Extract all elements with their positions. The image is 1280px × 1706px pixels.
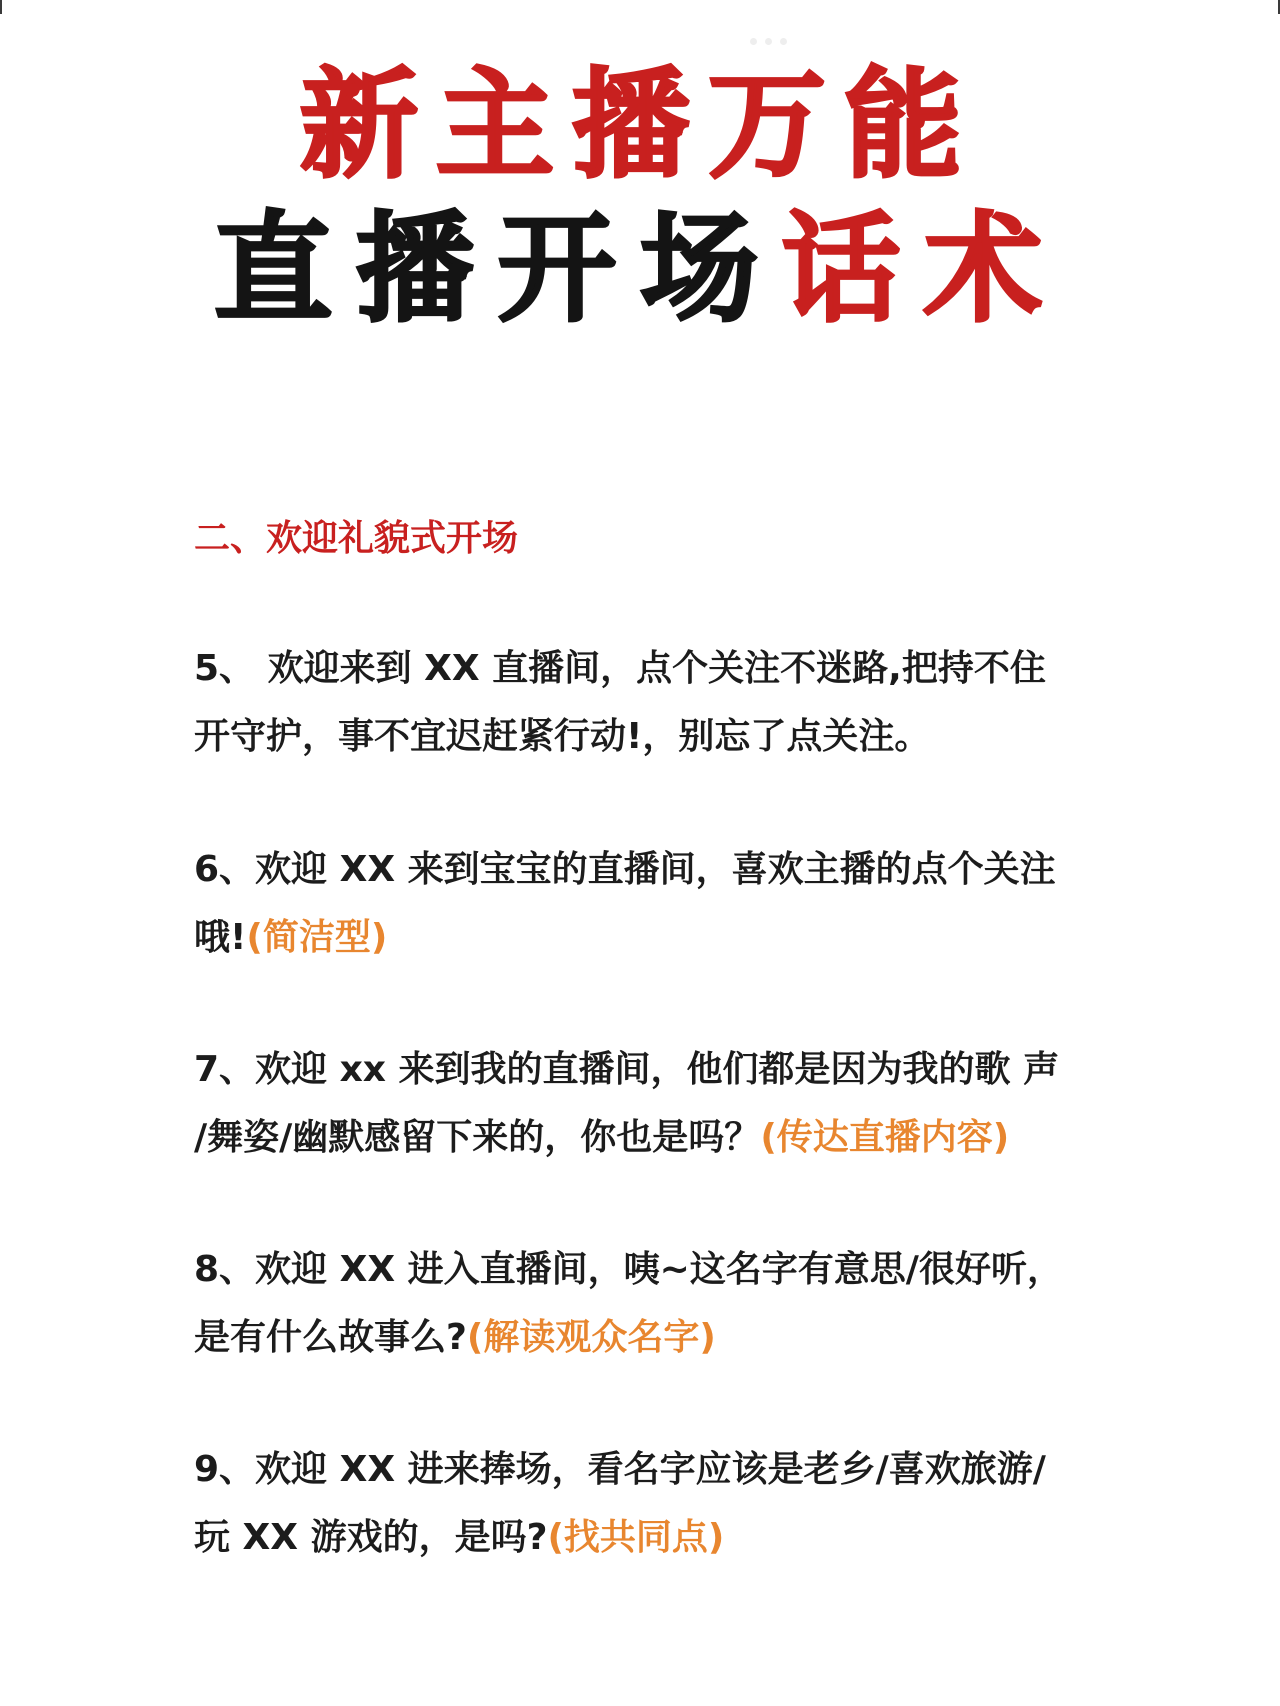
item-note: (简洁型) [246, 917, 388, 958]
item-note: (解读观众名字) [466, 1317, 716, 1358]
item-line [194, 1304, 1094, 1372]
list-item [194, 1436, 1094, 1572]
page-dot [780, 38, 787, 45]
list-item [194, 1036, 1094, 1172]
list-item [194, 635, 1094, 771]
item-note: (找共同点) [547, 1517, 725, 1558]
page-dot [750, 38, 757, 45]
list-item [194, 1236, 1094, 1372]
item-text: 开守护，事不宜迟赶紧行动!，别忘了点关注。 [194, 716, 931, 757]
item-note: (传达直播内容) [760, 1117, 1010, 1158]
item-line [194, 904, 1094, 972]
title-line-2-black: 直播开场 [213, 200, 782, 338]
item-line: 9、欢迎 XX 进来捧场，看名字应该是老乡/喜欢旅游/ [194, 1449, 1046, 1490]
item-line: 5、 欢迎来到 XX 直播间，点个关注不迷路,把持不住 [194, 648, 1046, 689]
page-dot [765, 38, 772, 45]
item-line: 7、欢迎 xx 来到我的直播间，他们都是因为我的歌 声 [194, 1049, 1060, 1090]
title-line-2 [0, 200, 1280, 338]
item-line: 8、欢迎 XX 进入直播间，咦~这名字有意思/很好听， [194, 1249, 1063, 1290]
item-text: 玩 XX 游戏的，是吗? [194, 1517, 548, 1558]
section-heading: 二、欢迎礼貌式开场 [194, 518, 519, 559]
item-text: /舞姿/幽默感留下来的，你也是吗？ [194, 1117, 761, 1158]
item-line [194, 703, 1094, 771]
page-indicator [750, 38, 787, 45]
item-line: 6、欢迎 XX 来到宝宝的直播间，喜欢主播的点个关注 [194, 849, 1056, 890]
title-line-2-red: 话术 [782, 200, 1067, 338]
list-item [194, 836, 1094, 972]
item-line [194, 1504, 1094, 1572]
item-text: 哦! [194, 917, 247, 958]
corner-mark-left [0, 0, 2, 14]
item-line [194, 1104, 1094, 1172]
title-line-1: 新主播万能 [299, 56, 980, 194]
item-text: 是有什么故事么? [194, 1317, 467, 1358]
